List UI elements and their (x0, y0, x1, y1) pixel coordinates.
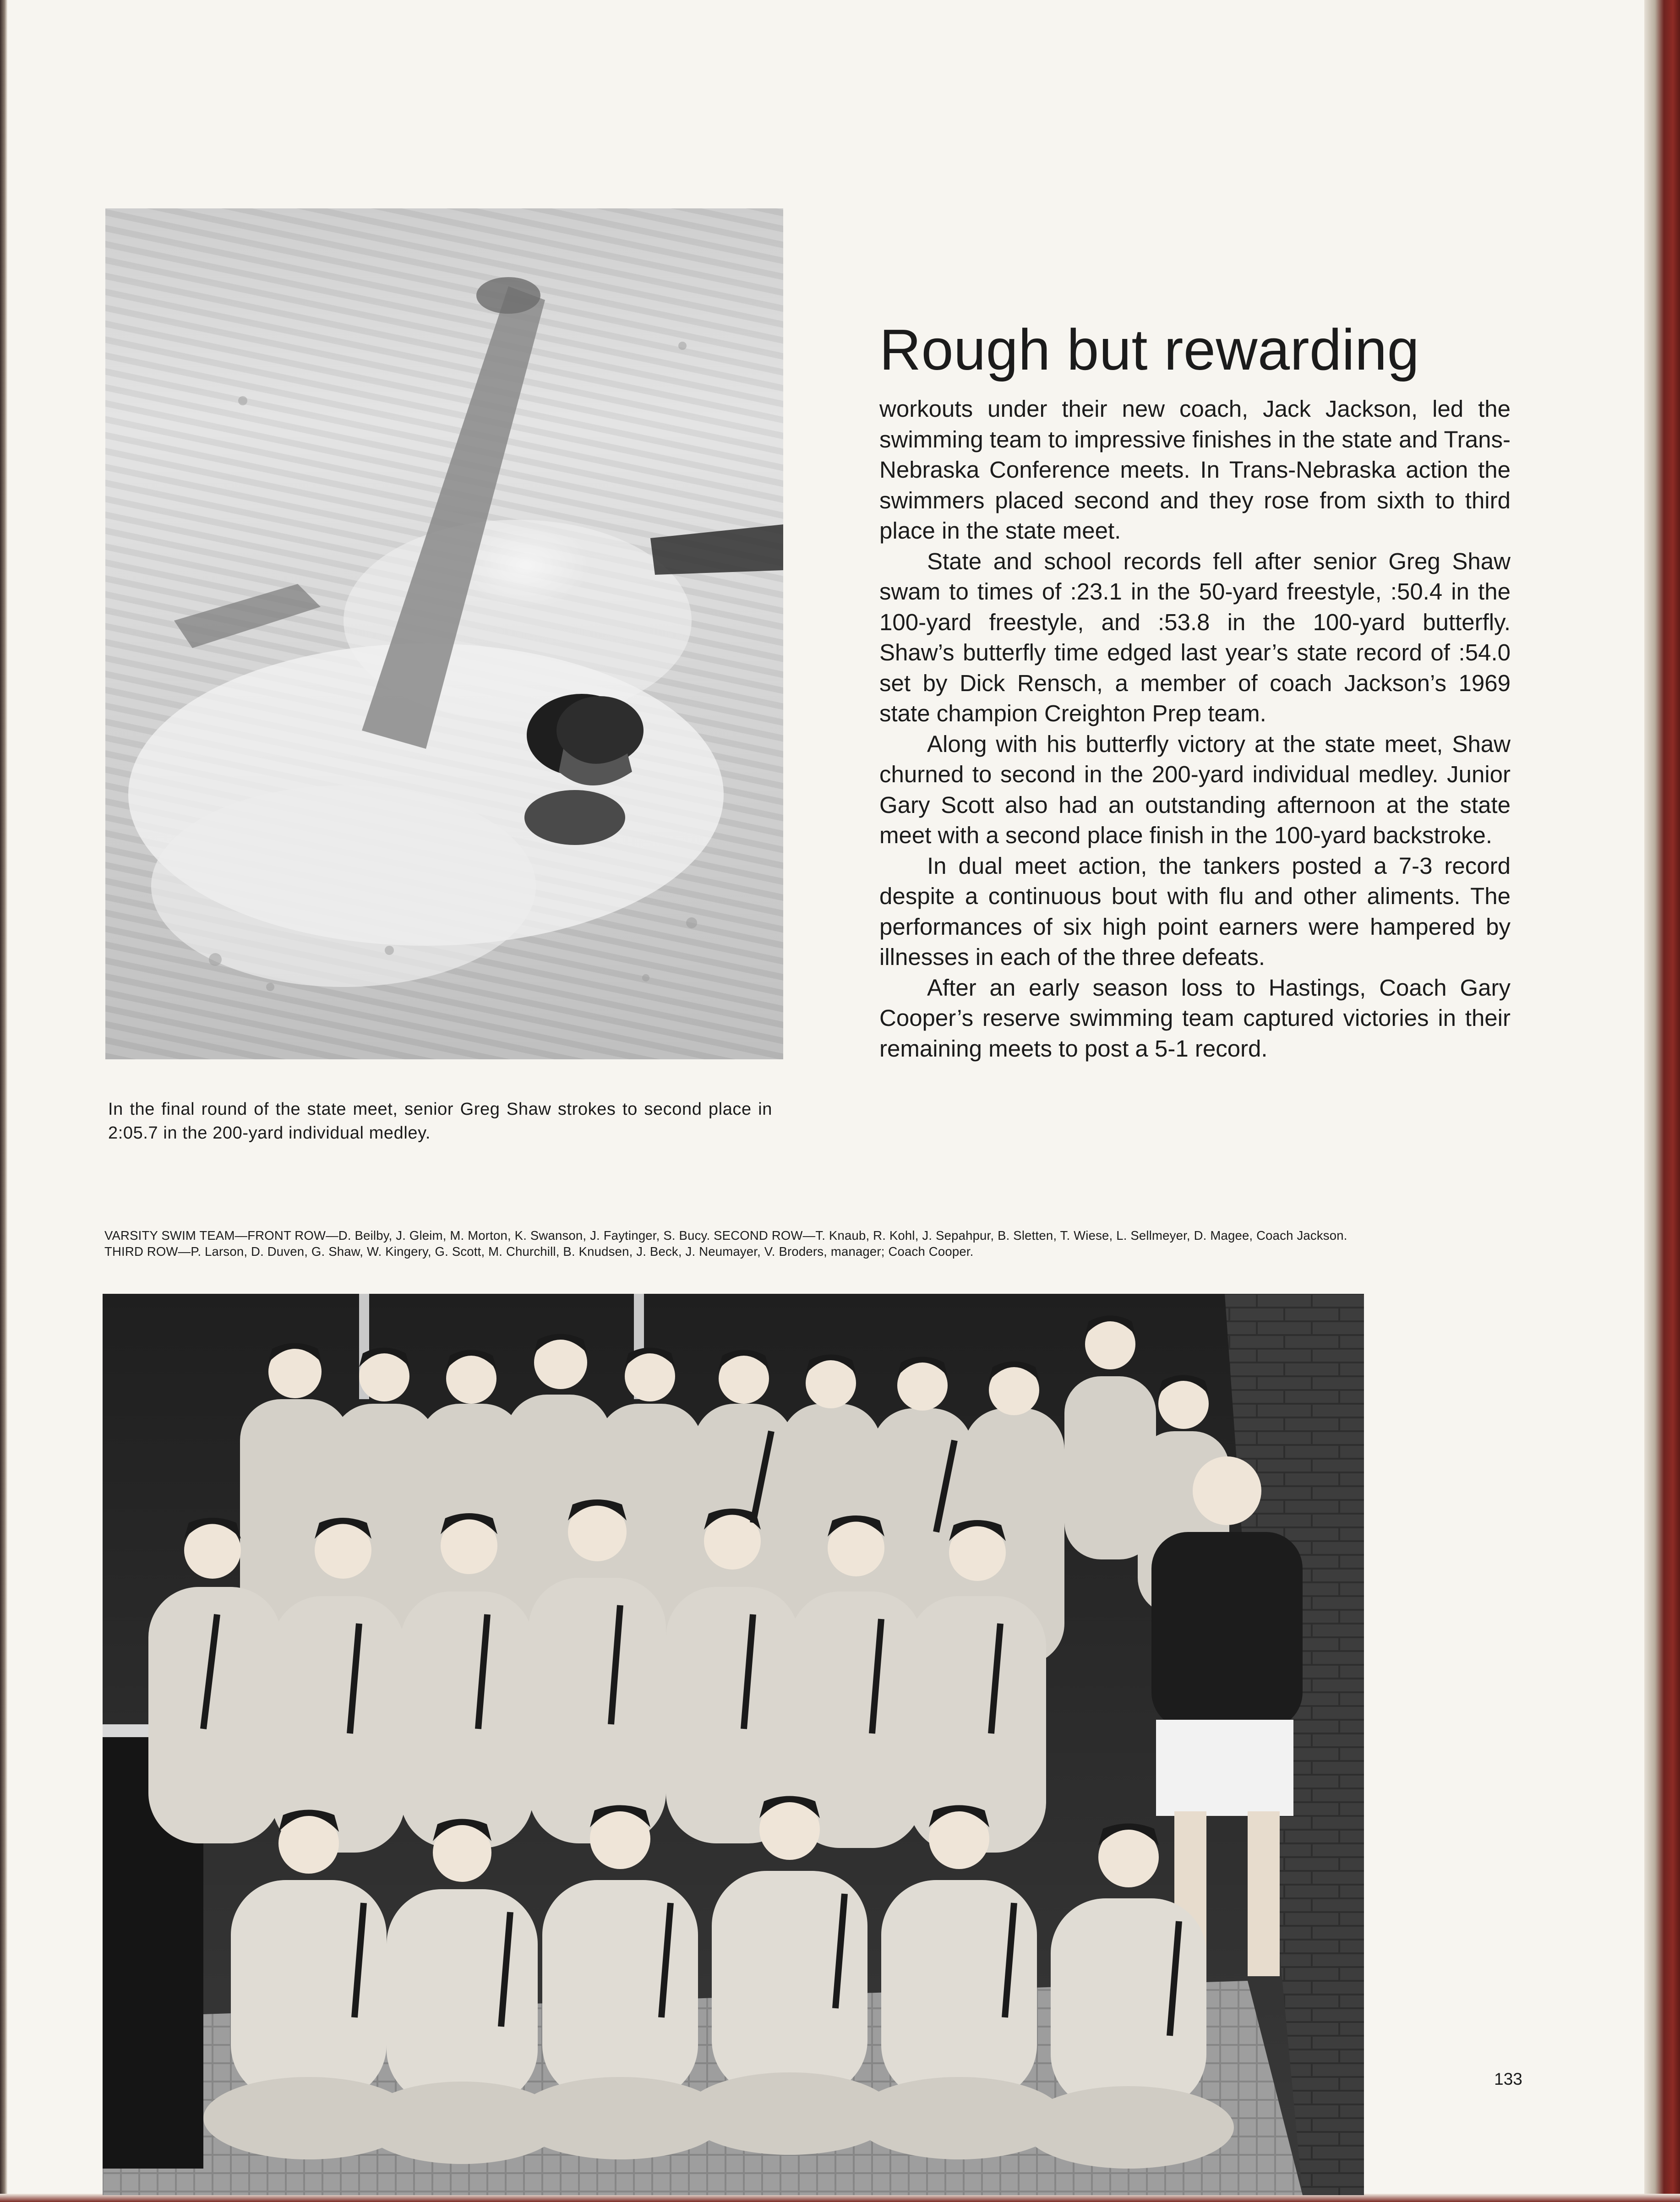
team-photo (103, 1294, 1364, 2195)
team-photo-caption: VARSITY SWIM TEAM—FRONT ROW—D. Beilby, J. Gleim, M. Morton, K. Swanson, J. Faytinger, S. Bucy. SECOND ROW—T. Knaub, R. Kohl, J. Sepahpur, B. Sletten, T. Wiese, L. Sellmeyer, D. Magee, Coach Jackson. THIRD ROW—P. Larson, D. Duven, G. Shaw, W. Kingery, G. Scott, M. Churchill, B. Knudsen, J. Beck, J. Neumayer, V. Broders, manager; Coach Cooper. (104, 1228, 1347, 1259)
article-body (879, 394, 1511, 1064)
swimmer-photo-illustration (105, 208, 783, 1059)
headline: Rough but rewarding (879, 317, 1420, 382)
article-paragraph: Along with his butterfly victory at the state meet, Shaw churned to second in the 200-yard individual medley. Junior Gary Scott also had an outstanding afternoon at the state meet with a second place finish in the 100-yard backstroke. (879, 730, 1511, 848)
page-edge-left (0, 0, 7, 2202)
team-photo-illustration (103, 1294, 1364, 2195)
photo-caption: In the final round of the state meet, senior Greg Shaw strokes to second place in 2:05.7 in the 200-yard individual medley. (108, 1100, 772, 1143)
book-binding-right (1644, 0, 1680, 2202)
article-paragraph: State and school records fell after senior Greg Shaw swam to times of :23.1 in the 50-yard freestyle, :50.4 in the 100-yard freestyle, and :53.8 in the 100-yard butterfly. Shaw’s butterfly time edged last year’s state record of :54.0 set by Dick Rensch, a member of coach Jackson’s 1969 state champion Creighton Prep team. (879, 548, 1511, 726)
page-number: 133 (1494, 2070, 1522, 2088)
swimmer-photo (105, 208, 783, 1059)
article-paragraph: In dual meet action, the tankers posted a 7-3 record despite a continuous bout with flu and other aliments. The performances of six high point earners were hampered by illnesses in each of the three defeats. (879, 852, 1511, 970)
article-paragraph: After an early season loss to Hastings, Coach Gary Cooper’s reserve swimming team captured victories in their remaining meets to post a 5-1 record. (879, 974, 1511, 1062)
article-paragraph: workouts under their new coach, Jack Jackson, led the swimming team to impressive finishes in the state and Trans-Nebraska Conference meets. In Trans-Nebraska action the swimmers placed second and they rose from sixth to third place in the state meet. (879, 396, 1511, 544)
